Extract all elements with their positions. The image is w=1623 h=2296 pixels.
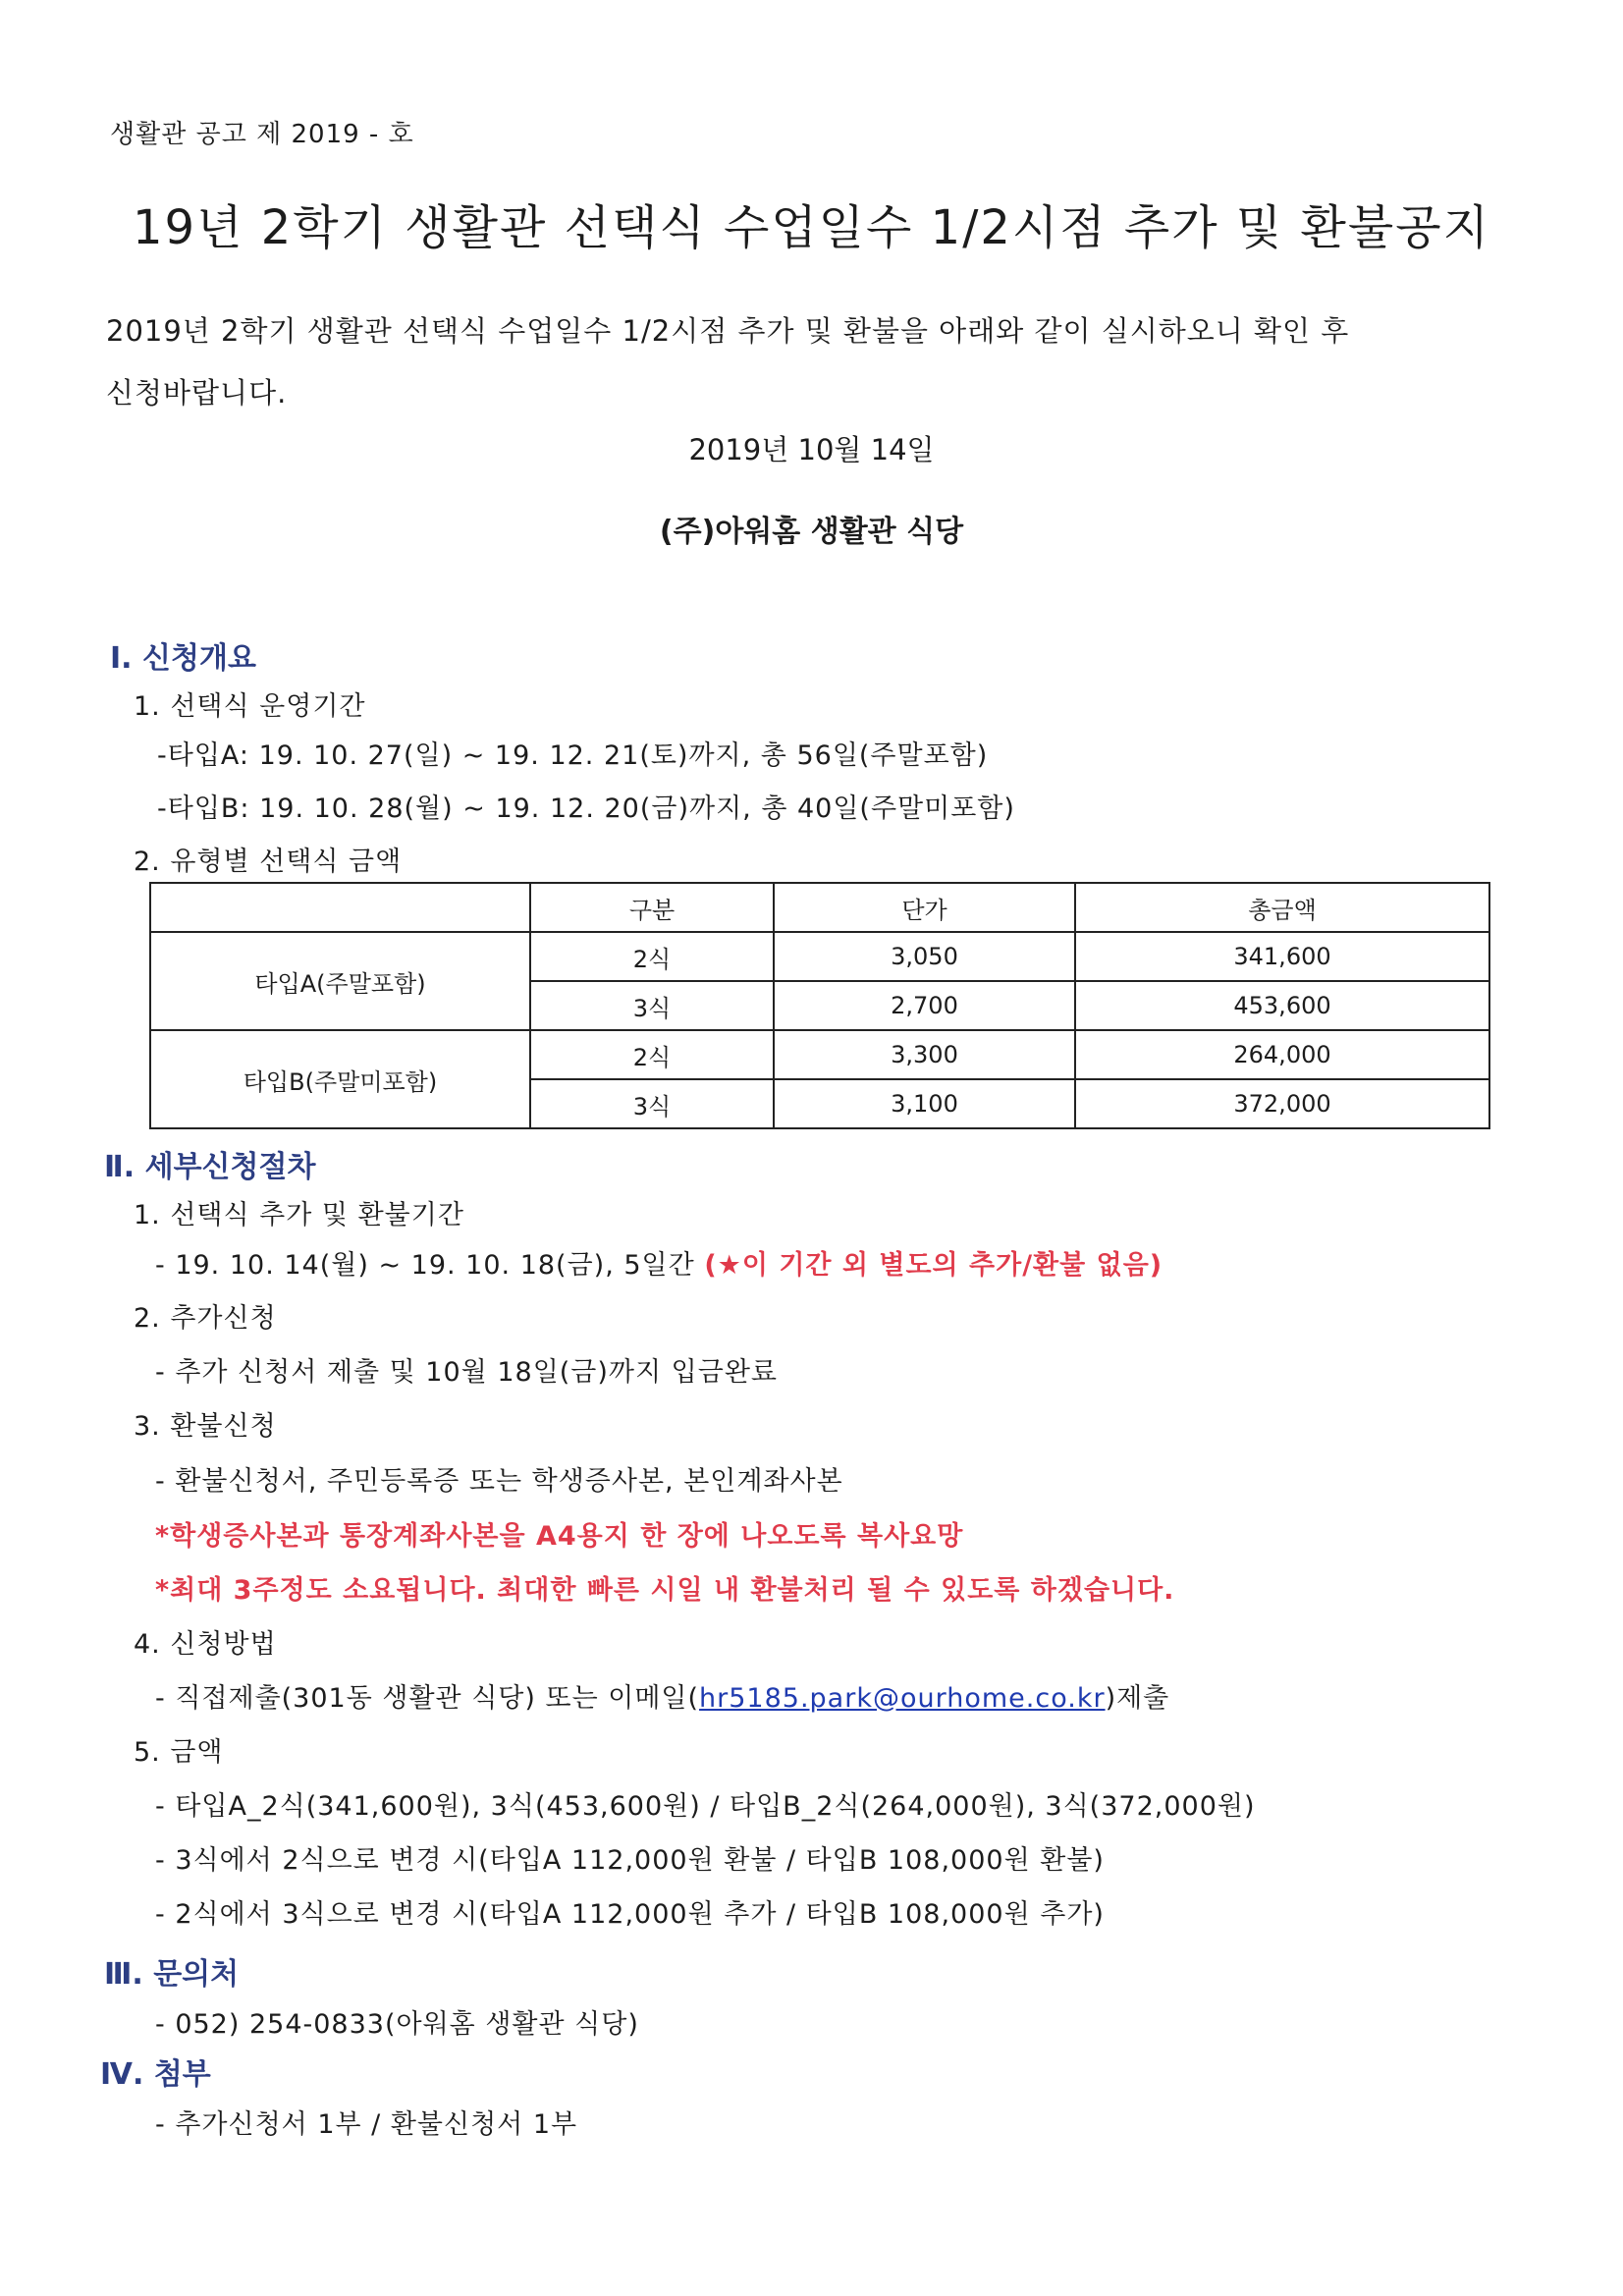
add-application-detail: - 추가 신청서 제출 및 10월 18일(금)까지 입금완료 (155, 1357, 778, 1388)
section-3-heading: Ⅲ. 문의처 (104, 1957, 240, 1992)
notice-number: 생활관 공고 제 2019 - 호 (110, 120, 414, 149)
page-title: 19년 2학기 생활관 선택식 수업일수 1/2시점 추가 및 환불공지 (132, 200, 1491, 255)
section-2-item-4: 4. 신청방법 (134, 1629, 277, 1660)
table-row (150, 1030, 1489, 1079)
intro-line-1: 2019년 2학기 생활관 선택식 수업일수 1/2시점 추가 및 환불을 아래와 같이 실시하오니 확인 후 (106, 314, 1350, 348)
table-group-label: 타입B(주말미포함) (150, 1030, 530, 1128)
method-suffix: )제출 (1105, 1683, 1170, 1714)
application-method (155, 1676, 1169, 1715)
section-1-heading: Ⅰ. 신청개요 (110, 641, 256, 676)
section-2-item-1: 1. 선택식 추가 및 환불기간 (134, 1200, 464, 1230)
table-cell: 3,050 (774, 932, 1075, 981)
application-period (155, 1243, 1163, 1282)
intro-line-2: 신청바랍니다. (106, 376, 288, 410)
section-1-item-2: 2. 유형별 선택식 금액 (134, 847, 403, 877)
section-2-heading: Ⅱ. 세부신청절차 (104, 1150, 316, 1184)
notice-date: 2019년 10월 14일 (688, 433, 935, 466)
refund-note-copy: *학생증사본과 통장계좌사본을 A4용지 한 장에 나오도록 복사요망 (155, 1521, 964, 1552)
table-cell: 2,700 (774, 981, 1075, 1030)
table-header-cell: 구분 (530, 883, 774, 932)
price-table (149, 882, 1490, 1129)
table-cell: 3,300 (774, 1030, 1075, 1079)
refund-documents: - 환불신청서, 주민등록증 또는 학생증사본, 본인계좌사본 (155, 1466, 843, 1497)
table-cell: 453,600 (1075, 981, 1489, 1030)
type-b-period: -타입B: 19. 10. 28(월) ~ 19. 12. 20(금)까지, 총 40일(주말미포함) (157, 793, 1015, 824)
amount-line-1: - 타입A_2식(341,600원), 3식(453,600원) / 타입B_2식(264,000원), 3식(372,000원) (155, 1791, 1256, 1822)
section-2-item-5: 5. 금액 (134, 1737, 224, 1768)
period-warning: (★이 기간 외 별도의 추가/환불 없음) (704, 1250, 1163, 1281)
table-header-cell: 단가 (774, 883, 1075, 932)
table-cell: 2식 (530, 1030, 774, 1079)
table-cell: 341,600 (1075, 932, 1489, 981)
issuing-organization: (주)아워홈 생활관 식당 (659, 515, 964, 549)
table-cell: 3식 (530, 981, 774, 1030)
period-text: - 19. 10. 14(월) ~ 19. 10. 18(금), 5일간 (155, 1250, 695, 1281)
section-2-item-2: 2. 추가신청 (134, 1303, 277, 1334)
section-2-item-3: 3. 환불신청 (134, 1411, 277, 1442)
amount-line-2: - 3식에서 2식으로 변경 시(타입A 112,000원 환불 / 타입B 108,000원 환불) (155, 1845, 1105, 1876)
amount-line-3: - 2식에서 3식으로 변경 시(타입A 112,000원 추가 / 타입B 108,000원 추가) (155, 1899, 1105, 1930)
table-cell: 3,100 (774, 1079, 1075, 1128)
table-row (150, 932, 1489, 981)
email-link[interactable]: hr5185.park@ourhome.co.kr (699, 1683, 1106, 1714)
table-group-label: 타입A(주말포함) (150, 932, 530, 1030)
attachments: - 추가신청서 1부 / 환불신청서 1부 (155, 2109, 578, 2140)
method-prefix: - 직접제출(301동 생활관 식당) 또는 이메일( (155, 1683, 700, 1714)
refund-note-duration: *최대 3주정도 소요됩니다. 최대한 빠른 시일 내 환불처리 될 수 있도록 하겠습니다. (155, 1575, 1175, 1606)
contact-info: - 052) 254-0833(아워홈 생활관 식당) (155, 2009, 639, 2040)
table-header-cell (150, 883, 530, 932)
table-header-row (150, 883, 1489, 932)
section-1-item-1: 1. 선택식 운영기간 (134, 691, 366, 722)
section-4-heading: Ⅳ. 첨부 (100, 2057, 211, 2092)
type-a-period: -타입A: 19. 10. 27(일) ~ 19. 12. 21(토)까지, 총 56일(주말포함) (157, 740, 989, 771)
table-cell: 3식 (530, 1079, 774, 1128)
table-header-cell: 총금액 (1075, 883, 1489, 932)
table-cell: 264,000 (1075, 1030, 1489, 1079)
table-cell: 2식 (530, 932, 774, 981)
table-cell: 372,000 (1075, 1079, 1489, 1128)
